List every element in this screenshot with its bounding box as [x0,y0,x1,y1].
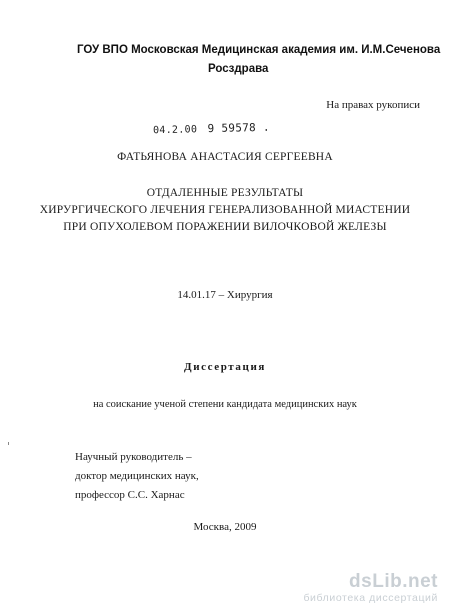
watermark-subtitle: библиотека диссертаций [303,592,438,604]
stamp-code-1: 04.2.00 [152,124,198,137]
library-stamp [153,121,270,136]
city-year: Москва, 2009 [193,521,257,533]
title-line-3: ПРИ ОПУХОЛЕВОМ ПОРАЖЕНИИ ВИЛОЧКОВОЙ ЖЕЛЕЗЫ [63,221,387,233]
supervisor-line-1: Научный руководитель – [75,451,192,463]
watermark-logo: dsLib.net [349,571,438,592]
title-line-1: ОТДАЛЕННЫЕ РЕЗУЛЬТАТЫ [146,187,304,199]
watermark [303,572,438,605]
document-type: Диссертация [184,361,266,373]
supervisor-line-3: профессор С.С. Харнас [75,489,185,501]
scan-speck [8,442,9,445]
supervisor-line-2: доктор медицинских наук, [75,470,199,482]
degree-line: на соискание ученой степени кандидата медицинских наук [93,399,357,410]
institution-line-1: ГОУ ВПО Московская Медицинская академия им. И.М.Сеченова [77,44,441,56]
author-name: ФАТЬЯНОВА АНАСТАСИЯ СЕРГЕЕВНА [117,151,333,163]
specialty-code: 14.01.17 – Хирургия [177,289,273,301]
rights-note: На правах рукописи [326,99,420,111]
stamp-code-2: 9 59578 . [207,120,271,136]
institution-line-2: Росздрава [208,63,269,75]
title-line-2: ХИРУРГИЧЕСКОГО ЛЕЧЕНИЯ ГЕНЕРАЛИЗОВАННОЙ МИАСТЕНИИ [39,204,411,216]
